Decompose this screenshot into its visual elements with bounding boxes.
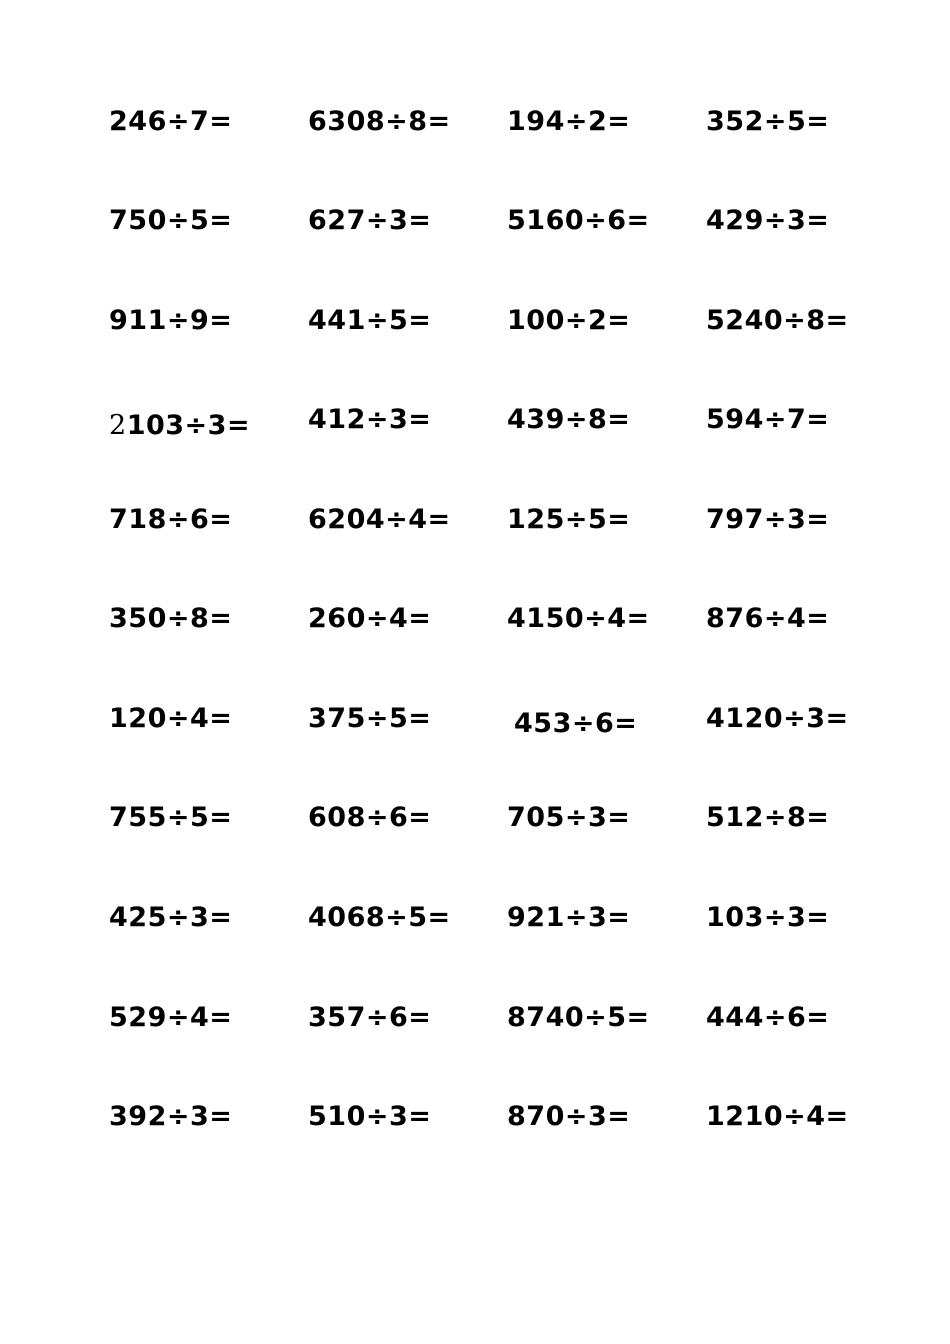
problem-r11-c4: 1210÷4=	[706, 1101, 849, 1132]
problem-r10-c2: 357÷6=	[308, 1002, 432, 1033]
problem-r11-c1: 392÷3=	[109, 1101, 233, 1132]
problem-r10-c3: 8740÷5=	[507, 1002, 650, 1033]
problem-r7-c2: 375÷5=	[308, 703, 432, 734]
problem-r4-c2: 412÷3=	[308, 404, 432, 435]
problem-r3-c2: 441÷5=	[308, 305, 432, 336]
problem-r9-c4: 103÷3=	[706, 902, 830, 933]
problem-r11-c3: 870÷3=	[507, 1101, 631, 1132]
problem-r3-c1: 911÷9=	[109, 305, 233, 336]
problem-r1-c3: 194÷2=	[507, 106, 631, 137]
problem-r4-c1-rest: 103÷3=	[126, 410, 251, 441]
problem-r5-c4: 797÷3=	[706, 504, 830, 535]
problem-r4-c1-prefix: 2	[109, 410, 127, 441]
problem-r2-c1: 750÷5=	[109, 205, 233, 236]
problem-r10-c4: 444÷6=	[706, 1002, 830, 1033]
problem-r6-c3: 4150÷4=	[507, 603, 650, 634]
problem-r1-c4: 352÷5=	[706, 106, 830, 137]
problem-r6-c1: 350÷8=	[109, 603, 233, 634]
problem-r3-c4: 5240÷8=	[706, 305, 849, 336]
problem-r9-c3: 921÷3=	[507, 902, 631, 933]
problem-r7-c3: 453÷6=	[514, 708, 638, 739]
problem-r5-c1: 718÷6=	[109, 504, 233, 535]
problem-r6-c4: 876÷4=	[706, 603, 830, 634]
problem-r11-c2: 510÷3=	[308, 1101, 432, 1132]
problem-r4-c3: 439÷8=	[507, 404, 631, 435]
problem-r7-c1: 120÷4=	[109, 703, 233, 734]
problem-r2-c2: 627÷3=	[308, 205, 432, 236]
problem-r8-c1: 755÷5=	[109, 802, 233, 833]
problem-r1-c1: 246÷7=	[109, 106, 233, 137]
problem-r10-c1: 529÷4=	[109, 1002, 233, 1033]
problem-r4-c1	[109, 410, 250, 442]
problem-r9-c1: 425÷3=	[109, 902, 233, 933]
problem-r5-c2: 6204÷4=	[308, 504, 451, 535]
problem-r8-c3: 705÷3=	[507, 802, 631, 833]
problem-r4-c4: 594÷7=	[706, 404, 830, 435]
problem-r5-c3: 125÷5=	[507, 504, 631, 535]
problem-r1-c2: 6308÷8=	[308, 106, 451, 137]
problem-r8-c2: 608÷6=	[308, 802, 432, 833]
problem-r7-c4: 4120÷3=	[706, 703, 849, 734]
problem-r6-c2: 260÷4=	[308, 603, 432, 634]
problem-r3-c3: 100÷2=	[507, 305, 631, 336]
problem-r2-c4: 429÷3=	[706, 205, 830, 236]
problem-r2-c3: 5160÷6=	[507, 205, 650, 236]
problem-r8-c4: 512÷8=	[706, 802, 830, 833]
problem-r9-c2: 4068÷5=	[308, 902, 451, 933]
